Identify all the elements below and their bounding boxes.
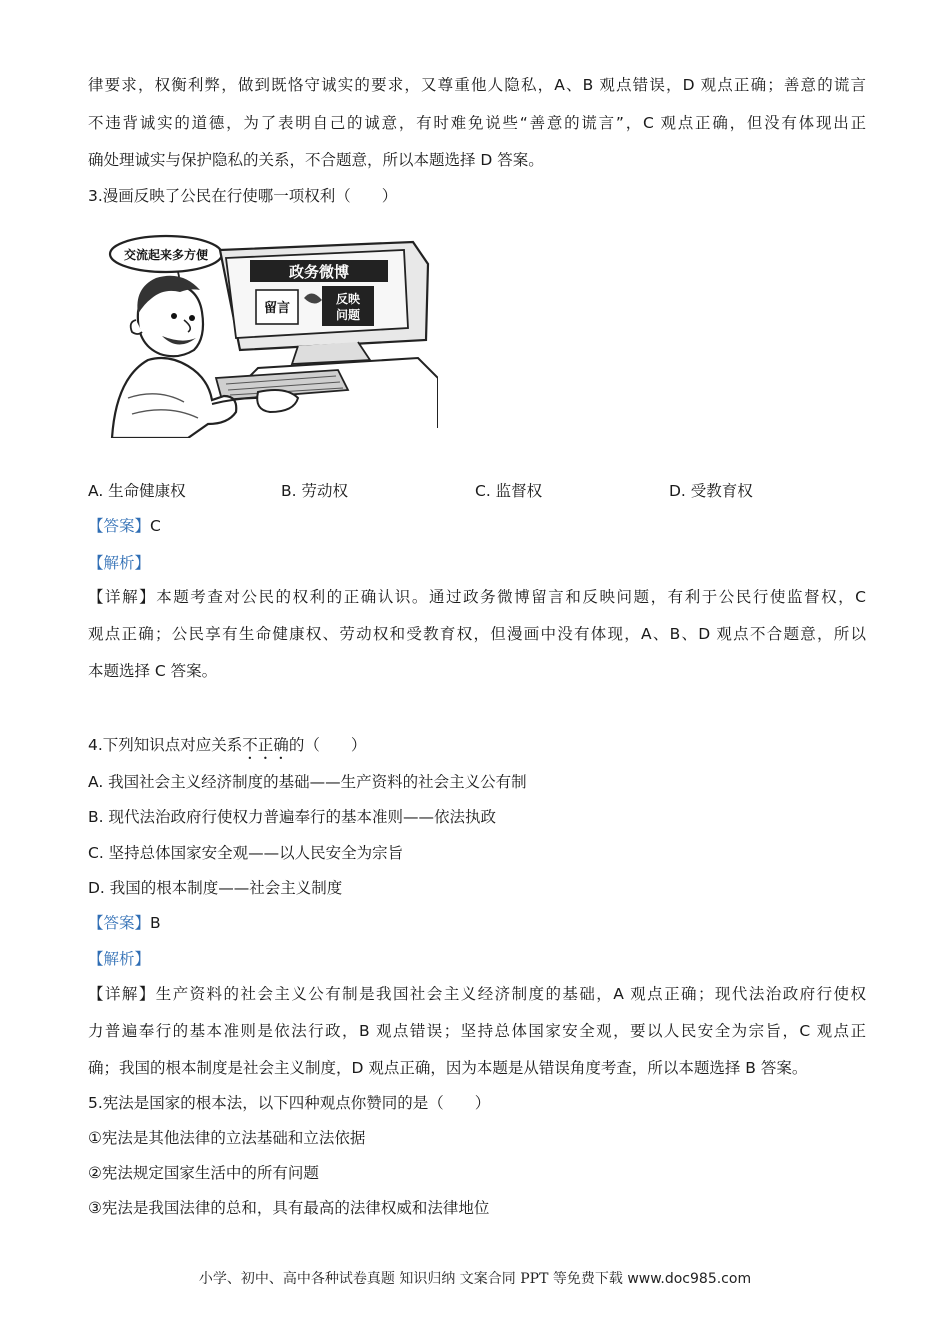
q4-option-d: D. 我国的根本制度——社会主义制度 bbox=[88, 879, 343, 897]
q4-detail-line-2: 力普遍奉行的基本准则是依法行政，B 观点错误；坚持总体国家安全观，要以人民安全为宗旨，C 观点正 bbox=[88, 1022, 866, 1040]
question-3-stem: 3.漫画反映了公民在行使哪一项权利（ ） bbox=[88, 187, 398, 205]
footer-text: 小学、初中、高中各种试卷真题 知识归纳 文案合同 PPT 等免费下载 bbox=[198, 1271, 623, 1287]
q3-option-c: C. 监督权 bbox=[475, 482, 543, 500]
q5-item-3: ③宪法是我国法律的总和，具有最高的法律权威和法律地位 bbox=[88, 1199, 490, 1217]
answer-value: B bbox=[150, 914, 161, 932]
intro-line-1: 律要求，权衡利弊，做到既恪守诚实的要求，又尊重他人隐私，A、B 观点错误，D 观点正确；善意的谎言 bbox=[88, 76, 866, 94]
q3-detail-line-1 bbox=[88, 586, 866, 608]
q3-detail-line-3: 本题选择 C 答案。 bbox=[88, 662, 218, 680]
q4-option-b: B. 现代法治政府行使权力普遍奉行的基本准则——依法执政 bbox=[88, 808, 496, 826]
q4-option-c: C. 坚持总体国家安全观——以人民安全为宗旨 bbox=[88, 844, 404, 862]
detail-label: 【详解】 bbox=[88, 588, 157, 606]
detail-label: 【详解】 bbox=[88, 985, 156, 1003]
q3-detail-line-2: 观点正确；公民享有生命健康权、劳动权和受教育权，但漫画中没有体现，A、B、D 观点不合题意，所以 bbox=[88, 625, 866, 643]
q4-detail-line-1 bbox=[88, 983, 866, 1005]
answer-label: 【答案】 bbox=[88, 517, 151, 535]
answer-label: 【答案】 bbox=[88, 914, 151, 932]
q3-answer bbox=[88, 515, 866, 537]
intro-line-2: 不违背诚实的道德，为了表明自己的诚意，有时难免说些“善意的谎言”，C 观点正确，但没有体现出正 bbox=[88, 114, 866, 132]
q3-analysis-label: 【解析】 bbox=[88, 554, 151, 572]
q4-option-a: A. 我国社会主义经济制度的基础——生产资料的社会主义公有制 bbox=[88, 773, 527, 791]
cartoon-screen-title: 政务微博 bbox=[288, 263, 350, 281]
stem-emphasis: 不正确 bbox=[242, 736, 289, 754]
cartoon-bubble-text: 交流起来多方便 bbox=[123, 248, 209, 262]
intro-line-3: 确处理诚实与保护隐私的关系，不合题意，所以本题选择 D 答案。 bbox=[88, 151, 544, 169]
page-footer bbox=[0, 1268, 950, 1288]
q4-analysis-label: 【解析】 bbox=[88, 950, 151, 968]
footer-site-link[interactable]: www.doc985.com bbox=[627, 1271, 752, 1287]
q3-option-d: D. 受教育权 bbox=[669, 482, 753, 500]
q5-item-1: ①宪法是其他法律的立法基础和立法依据 bbox=[88, 1129, 366, 1147]
detail-text: 生产资料的社会主义公有制是我国社会主义经济制度的基础，A 观点正确；现代法治政府行使权 bbox=[155, 985, 866, 1003]
q3-option-b: B. 劳动权 bbox=[281, 482, 348, 500]
cartoon-screen-right-1: 反映 bbox=[335, 292, 361, 306]
cartoon-screen-left: 留言 bbox=[263, 301, 291, 316]
q3-option-a: A. 生命健康权 bbox=[88, 482, 186, 500]
question-4-stem bbox=[88, 734, 866, 763]
q5-item-2: ②宪法规定国家生活中的所有问题 bbox=[88, 1164, 319, 1182]
cartoon-illustration bbox=[108, 228, 438, 438]
question-5-stem: 5.宪法是国家的根本法，以下四种观点你赞同的是（ ） bbox=[88, 1094, 491, 1112]
q4-detail-line-3: 确；我国的根本制度是社会主义制度，D 观点正确，因为本题是从错误角度考查，所以本题选择 B 答案。 bbox=[88, 1059, 808, 1077]
cartoon-screen-right-2: 问题 bbox=[335, 308, 361, 322]
detail-text: 本题考查对公民的权利的正确认识。通过政务微博留言和反映问题，有利于公民行使监督权，C bbox=[156, 588, 866, 606]
stem-post: 的（ ） bbox=[288, 736, 367, 754]
stem-pre: 4.下列知识点对应关系 bbox=[88, 736, 243, 754]
q4-answer bbox=[88, 912, 866, 934]
answer-value: C bbox=[150, 517, 161, 535]
